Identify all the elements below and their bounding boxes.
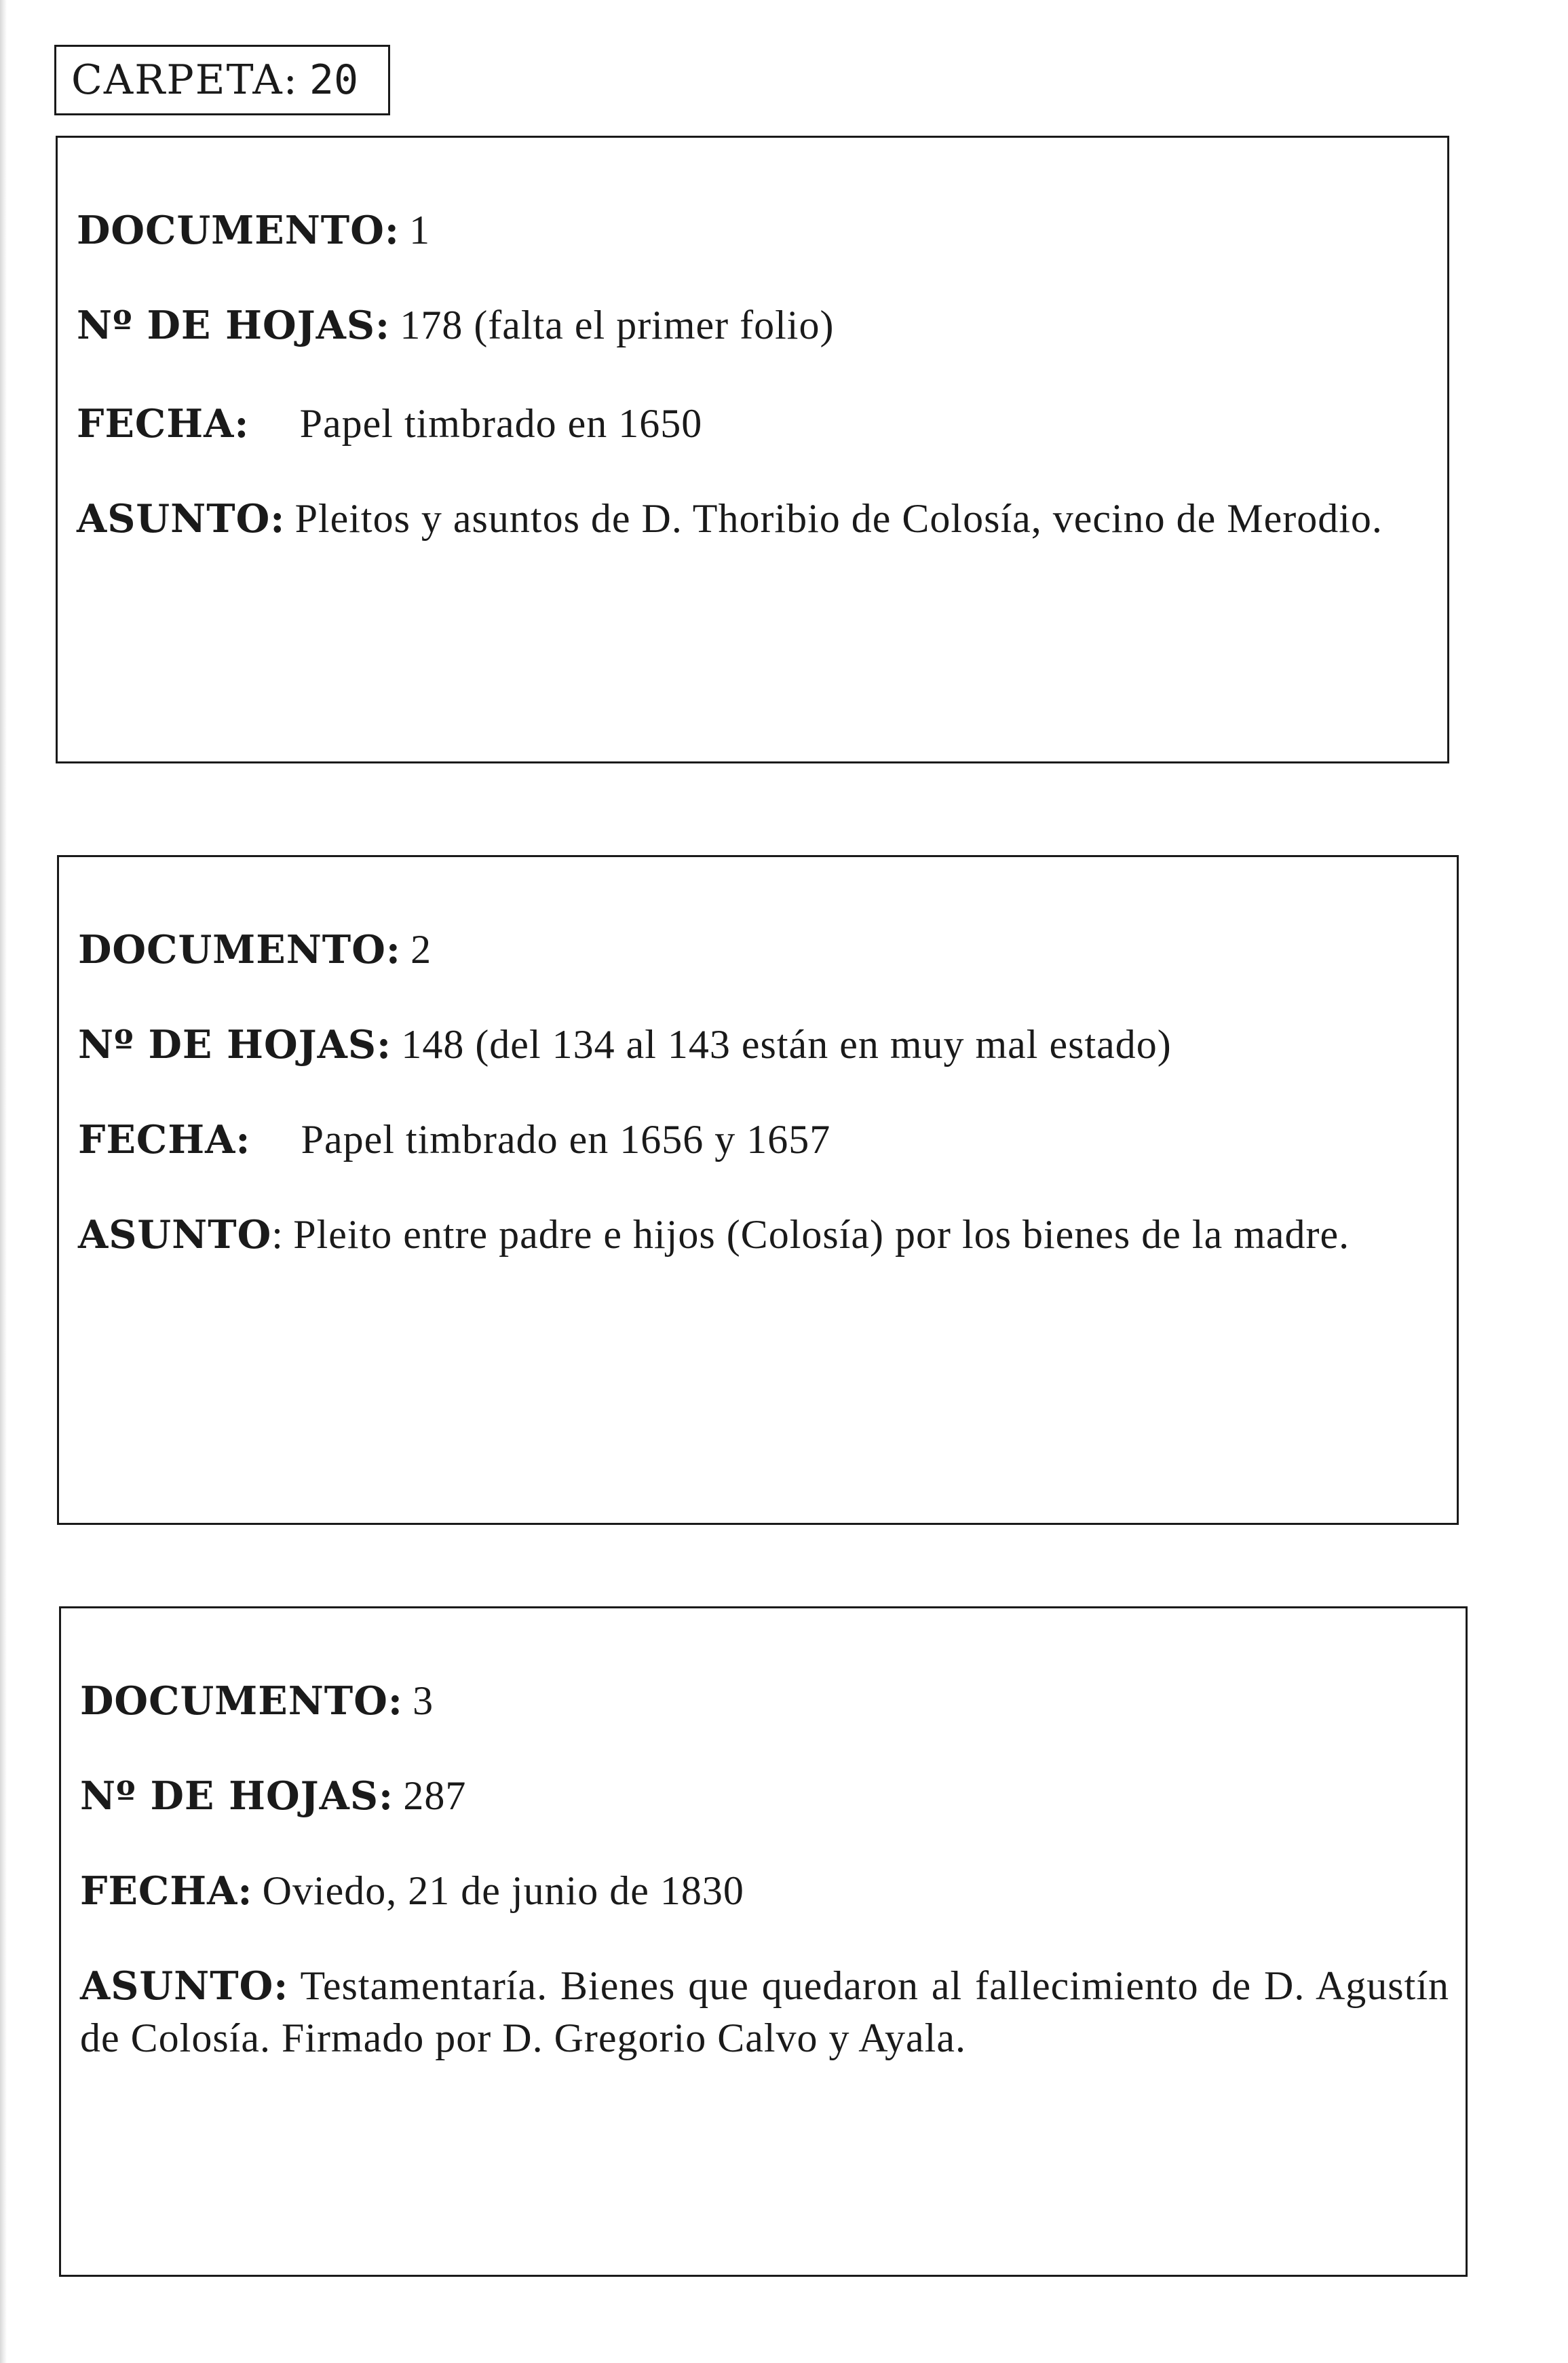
documento-label: DOCUMENTO: — [77, 208, 400, 253]
asunto-value: Testamentaría. Bienes que quedaron al fallecimiento de D. Agustín de Colosía. Firmado por D. Gregorio Calvo y Ayala. — [80, 1963, 1449, 2060]
hojas-value: 148 (del 134 al 143 están en muy mal estado) — [401, 1022, 1172, 1067]
hojas-label: Nº DE HOJAS: — [78, 1022, 392, 1067]
asunto-value: Pleito entre padre e hijos (Colosía) por los bienes de la madre. — [293, 1212, 1350, 1257]
fecha-value: Papel timbrado en 1656 y 1657 — [301, 1117, 831, 1162]
documento-value: 1 — [409, 208, 431, 252]
scan-edge-shadow — [0, 0, 7, 2363]
asunto-row — [80, 1960, 1449, 2064]
fecha-value: Oviedo, 21 de junio de 1830 — [262, 1868, 744, 1913]
fecha-row — [77, 399, 1431, 448]
carpeta-label: CARPETA: — [71, 56, 299, 104]
hojas-row — [77, 301, 1431, 349]
asunto-value: Pleitos y asuntos de D. Thoribio de Colosía, vecino de Merodio. — [294, 496, 1383, 541]
documento-label: DOCUMENTO: — [78, 927, 401, 972]
document-card-2 — [57, 855, 1459, 1525]
fecha-label: FECHA: — [80, 1868, 253, 1914]
asunto-label: ASUNTO: — [80, 1963, 289, 2009]
carpeta-header — [54, 45, 390, 115]
asunto-label: ASUNTO — [78, 1212, 272, 1258]
documento-row — [80, 1676, 1449, 1725]
documento-label: DOCUMENTO: — [80, 1678, 403, 1724]
fecha-label: FECHA: — [78, 1117, 251, 1162]
fecha-value: Papel timbrado en 1650 — [299, 401, 703, 446]
document-card-1 — [56, 136, 1449, 763]
fecha-row — [80, 1866, 1449, 1915]
carpeta-number: 20 — [309, 56, 359, 104]
hojas-value: 178 (falta el primer folio) — [400, 303, 835, 347]
asunto-label: ASUNTO: — [77, 496, 286, 542]
asunto-colon: : — [271, 1212, 284, 1257]
documento-value: 2 — [410, 927, 432, 972]
documento-value: 3 — [413, 1678, 434, 1723]
fecha-label: FECHA: — [77, 401, 250, 447]
asunto-row — [78, 1210, 1440, 1259]
hojas-row — [78, 1020, 1440, 1069]
document-card-3 — [59, 1606, 1468, 2277]
hojas-row — [80, 1771, 1449, 1820]
hojas-label: Nº DE HOJAS: — [77, 303, 391, 348]
hojas-label: Nº DE HOJAS: — [80, 1773, 394, 1819]
documento-row — [77, 206, 1431, 254]
hojas-value: 287 — [403, 1773, 467, 1818]
fecha-row — [78, 1115, 1440, 1164]
documento-row — [78, 925, 1440, 974]
asunto-row — [77, 494, 1431, 543]
